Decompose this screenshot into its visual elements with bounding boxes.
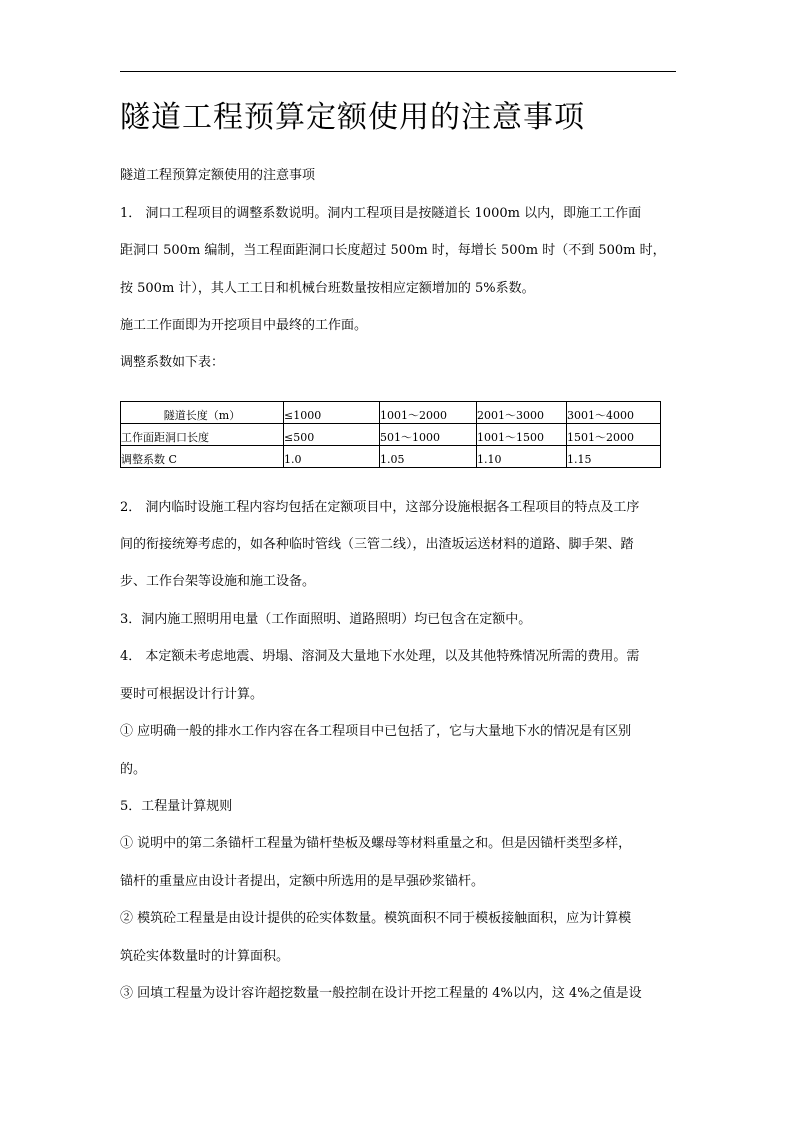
paragraph-line: 按 500m 计），其人工工日和机械台班数量按相应定额增加的 5%系数。 (120, 281, 535, 296)
table-cell: 1001～2000 (380, 402, 477, 424)
paragraph-line: 1． 洞口工程项目的调整系数说明。洞内工程项目是按隧道长 1000m 以内，即施工工作面 (120, 206, 642, 221)
paragraph-line: 的。 (120, 762, 147, 777)
paragraph-line: 间的衔接统筹考虑的，如各种临时管线（三管二线），出渣坂运送材料的道路、脚手架、踏 (120, 537, 634, 552)
paragraph-line: 要时可根据设计行计算。 (120, 687, 264, 702)
table-cell: 2001～3000 (477, 402, 567, 424)
paragraph-line: 距洞口 500m 编制，当工程面距洞口长度超过 500m 时，每增长 500m 时（不到 500m 时， (120, 243, 666, 258)
table-cell: 1501～2000 (567, 424, 661, 446)
paragraph-line: 4． 本定额未考虑地震、坍塌、溶洞及大量地下水处理，以及其他特殊情况所需的费用。需 (120, 649, 640, 664)
adjustment-coefficient-table (120, 401, 661, 468)
table-row (121, 402, 661, 424)
table-cell: 1.10 (477, 446, 567, 468)
paragraph-line: ① 说明中的第二条锚杆工程量为锚杆垫板及螺母等材料重量之和。但是因锚杆类型多样， (120, 836, 632, 851)
document-title: 隧道工程预算定额使用的注意事项 (120, 100, 585, 135)
paragraph-line: 调整系数如下表： (120, 355, 225, 370)
table-cell: 工作面距洞口长度 (121, 424, 284, 446)
paragraph-line: ① 应明确一般的排水工作内容在各工程项目中已包括了，它与大量地下水的情况是有区别 (120, 724, 632, 739)
table-cell: 1.15 (567, 446, 661, 468)
table-cell: ≤500 (284, 424, 380, 446)
paragraph-line: 3．洞内施工照明用电量（工作面照明、道路照明）均已包含在定额中。 (120, 612, 532, 627)
table-cell: 隧道长度（m） (121, 402, 284, 424)
table-cell: 1001～1500 (477, 424, 567, 446)
table-cell: ≤1000 (284, 402, 380, 424)
document-subtitle: 隧道工程预算定额使用的注意事项 (120, 168, 316, 183)
table-row (121, 446, 661, 468)
paragraph-line: 施工工作面即为开挖项目中最终的工作面。 (120, 318, 368, 333)
table-cell: 3001～4000 (567, 402, 661, 424)
paragraph-line: ② 模筑砼工程量是由设计提供的砼实体数量。模筑面积不同于模板接触面积，应为计算模 (120, 911, 632, 926)
table-cell: 调整系数 C (121, 446, 284, 468)
paragraph-line: ③ 回填工程量为设计容许超挖数量一般控制在设计开挖工程量的 4%以内，这 4%之值是设 (120, 986, 642, 1001)
paragraph-line: 锚杆的重量应由设计者提出，定额中所选用的是早强砂浆锚杆。 (120, 874, 485, 889)
section-heading: 5．工程量计算规则 (120, 799, 233, 814)
paragraph-line: 步、工作台架等设施和施工设备。 (120, 574, 316, 589)
table-cell: 1.0 (284, 446, 380, 468)
table-cell: 1.05 (380, 446, 477, 468)
table-cell: 501～1000 (380, 424, 477, 446)
paragraph-line: 筑砼实体数量时的计算面积。 (120, 949, 290, 964)
table-row (121, 424, 661, 446)
top-divider (120, 71, 676, 72)
paragraph-line: 2． 洞内临时设施工程内容均包括在定额项目中，这部分设施根据各工程项目的特点及工序 (120, 500, 640, 515)
